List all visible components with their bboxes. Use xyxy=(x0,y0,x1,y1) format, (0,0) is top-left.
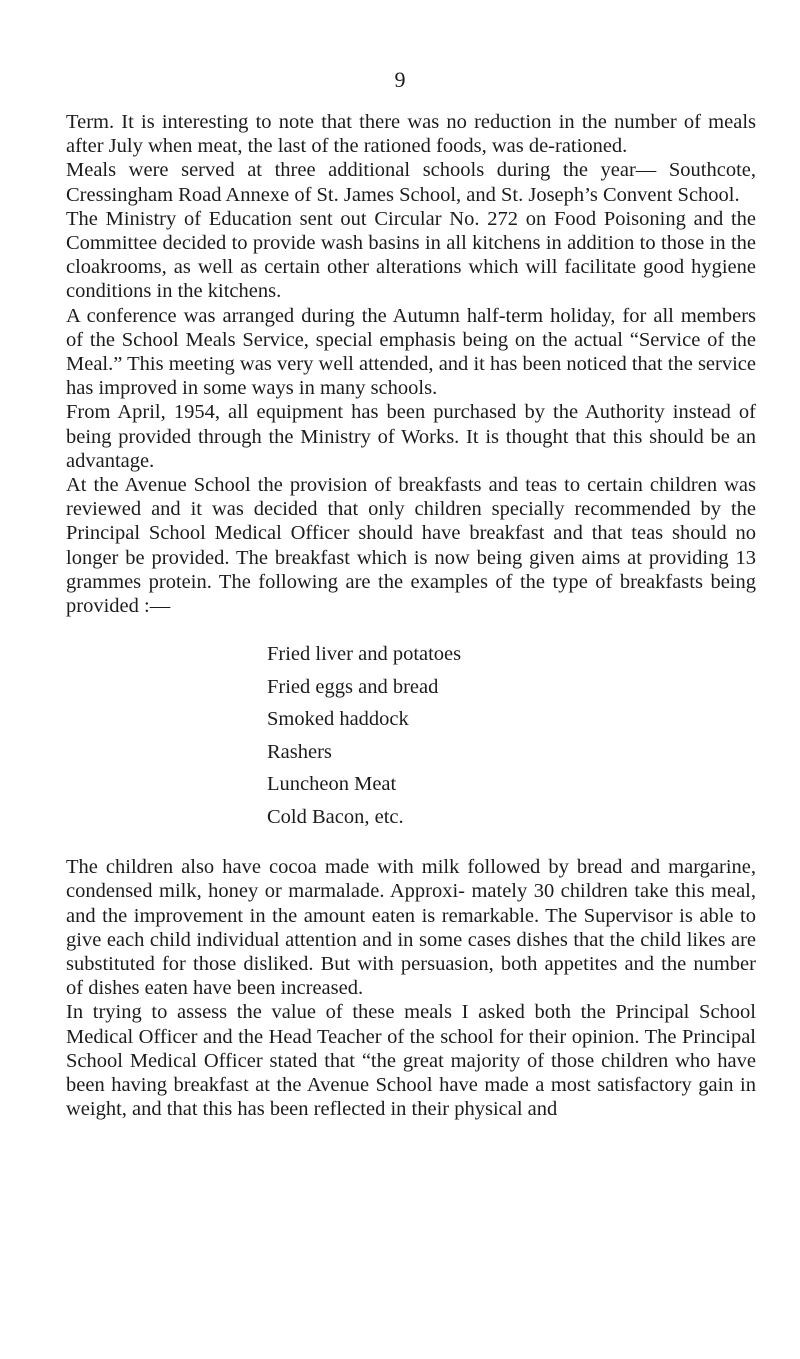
list-item: Luncheon Meat xyxy=(267,773,397,796)
paragraph-assessment-opinion: In trying to assess the value of these meals I asked both the Principal School Medical Officer and the Head Teacher of the school for their opinion. The Principal School Medical Officer stated that “the great majority of those children who have been having breakfast at the Avenue School have made a most satisfactory gain in weight, and that this has been reflected in their physical and xyxy=(66,1001,756,1121)
paragraph-food-poisoning-circular: The Ministry of Education sent out Circular No. 272 on Food Poisoning and the Committee decided to provide wash basins in all kitchens in addition to those in the cloakrooms, as well as certain other alterations which will facilitate good hygiene conditions in the kitchens. xyxy=(66,207,756,303)
breakfast-list xyxy=(66,638,756,833)
list-item: Fried liver and potatoes xyxy=(267,643,462,666)
paragraph-conference: A conference was arranged during the Autumn half-term holiday, for all members of the School Meals Service, special emphasis being on the actual “Service of the Meal.” This meeting was very well attended, and it has been noticed that the service has improved in some ways in many schools. xyxy=(66,304,756,400)
list-item: Fried eggs and bread xyxy=(267,675,439,698)
list-item: Smoked haddock xyxy=(267,708,409,731)
paragraph-avenue-school-breakfasts: At the Avenue School the provision of breakfasts and teas to certain children was reviewed and it was decided that only children specially recommended by the Principal School Medical Officer should have breakfast and that teas should no longer be provided. The breakfast which is now being given aims at providing 13 grammes protein. The following are the examples of the type of breakfasts being provided :— xyxy=(66,474,756,618)
page-body xyxy=(66,110,756,1122)
paragraph-cocoa-and-improvement: The children also have cocoa made with milk followed by bread and margarine, condensed milk, honey or marmalade. Approxi- mately 30 children take this meal, and the improvement in the amount eaten is remarkable. The Supervisor is able to give each child individual attention and in some cases dishes that the child likes are substituted for those disliked. But with persuasion, both appetites and the number of dishes eaten have been increased. xyxy=(66,856,756,1000)
list-item: Cold Bacon, etc. xyxy=(267,805,404,828)
paragraph-equipment-purchase: From April, 1954, all equipment has been purchased by the Authority instead of being provided through the Ministry of Works. It is thought that this should be an advantage. xyxy=(66,401,756,472)
page-number: 9 xyxy=(394,67,406,92)
paragraph-additional-schools: Meals were served at three additional schools during the year— Southcote, Cressingham Road Annexe of St. James School, and St. Joseph’s Convent School. xyxy=(66,159,756,206)
list-item: Rashers xyxy=(267,740,332,763)
paragraph-meat-derationing: Term. It is interesting to note that there was no reduction in the number of meals after July when meat, the last of the rationed foods, was de-rationed. xyxy=(66,111,756,158)
